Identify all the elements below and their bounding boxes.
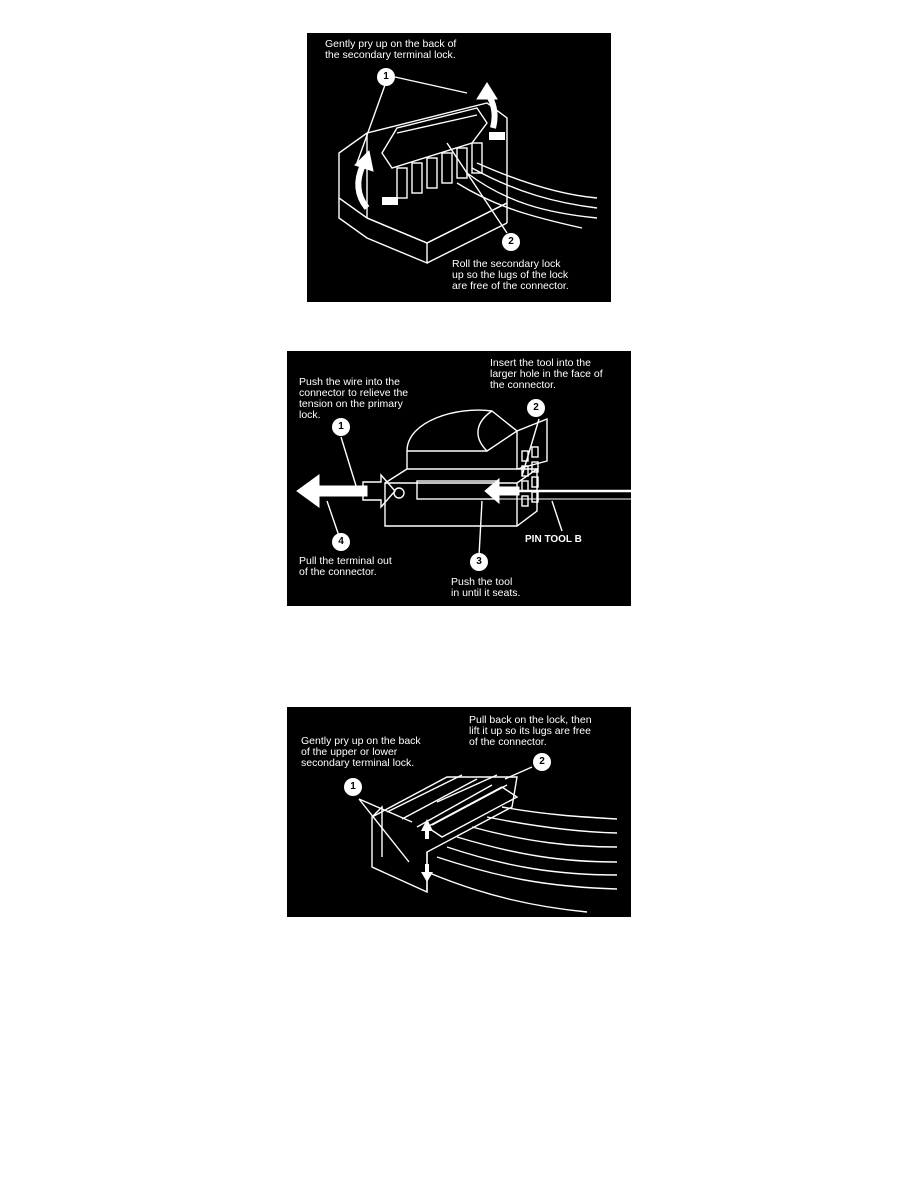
callout-2: 2	[527, 399, 545, 417]
callout-1: 1	[344, 778, 362, 796]
callout-2: 2	[502, 233, 520, 251]
callout-3: 3	[470, 553, 488, 571]
caption-pull-terminal: Pull the terminal out of the connector.	[299, 555, 392, 578]
callout-2: 2	[533, 753, 551, 771]
figure-upper-lower-lock	[287, 707, 631, 917]
caption-push-tool: Push the tool in until it seats.	[451, 576, 521, 599]
callout-4: 4	[332, 533, 350, 551]
figure-secondary-lock-pry	[307, 33, 611, 302]
caption-pry-lock: Gently pry up on the back of the secondary terminal lock.	[325, 38, 457, 61]
caption-pry-upper-lower: Gently pry up on the back of the upper or lower secondary terminal lock.	[301, 735, 421, 769]
caption-push-wire: Push the wire into the connector to relieve the tension on the primary lock.	[299, 376, 409, 421]
caption-roll-lock: Roll the secondary lock up so the lugs of the lock are free of the connector.	[452, 258, 569, 292]
caption-pull-back-lock: Pull back on the lock, then lift it up so its lugs are free of the connector.	[469, 714, 592, 748]
callout-1: 1	[377, 68, 395, 86]
callout-1: 1	[332, 418, 350, 436]
pin-tool-label: PIN TOOL B	[525, 534, 582, 545]
caption-insert-tool: Insert the tool into the larger hole in the face of the connector.	[490, 357, 603, 391]
figure-terminal-removal	[287, 351, 631, 606]
